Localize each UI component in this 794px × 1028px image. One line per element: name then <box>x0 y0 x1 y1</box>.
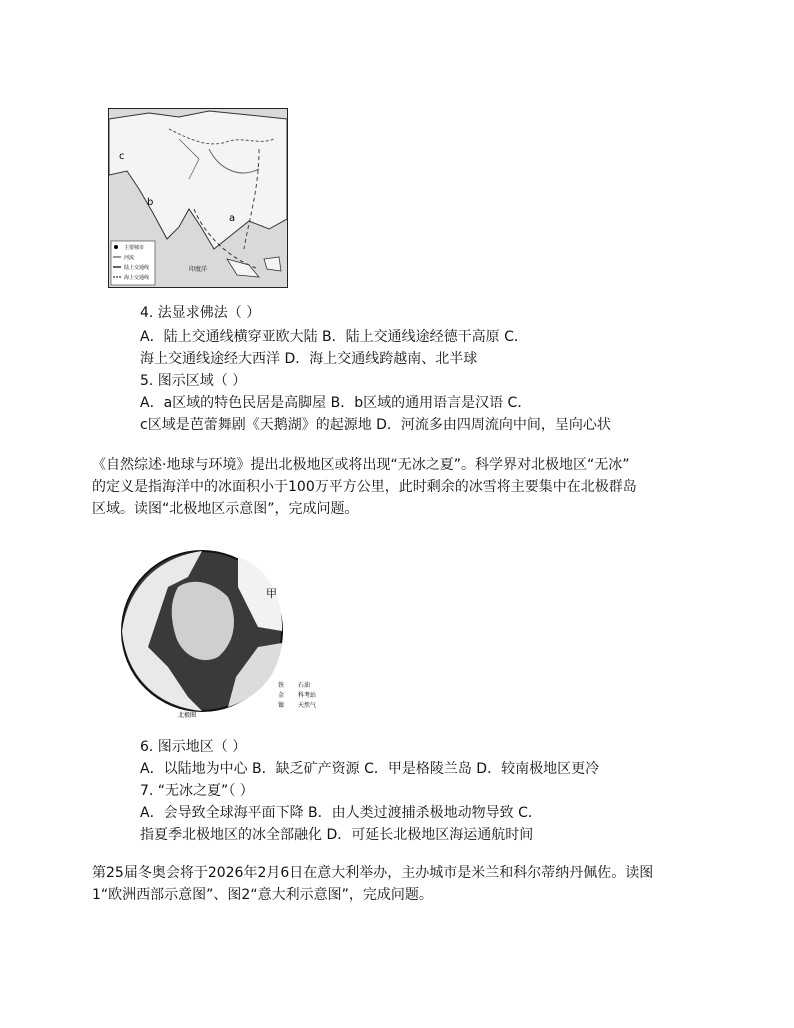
q5-options-line2: c区域是芭蕾舞剧《天鹅湖》的起源地 D．河流多由四周流向中间，呈向心状 <box>140 417 611 433</box>
legend-cities: 主要城市 <box>124 245 145 251</box>
asia-route-map-svg <box>109 109 287 287</box>
q6-options-line1: A．以陆地为中心 B．缺乏矿产资源 C．甲是格陵兰岛 D．较南极地区更冷 <box>140 761 600 777</box>
q7-options-line2: 指夏季北极地区的冰全部融化 D．可延长北极地区海运通航时间 <box>140 827 534 843</box>
q4-stem: 4. 法显求佛法（ ） <box>140 305 261 321</box>
legend-rivers: 河流 <box>124 255 135 261</box>
passage2-line1: 第25届冬奥会将于2026年2月6日在意大利举办，主办城市是米兰和科尔蒂纳丹佩佐。读图 <box>92 865 654 881</box>
label-b: b <box>147 197 154 208</box>
legend-nickel: 镍 <box>278 702 285 709</box>
legend-natural-gas: 天然气 <box>298 702 317 709</box>
q4-options-line2: 海上交通线途经大西洋 D．海上交通线跨越南、北半球 <box>140 351 478 367</box>
legend-oil: 石油 <box>298 682 311 689</box>
legend-land-route: 陆上交通线 <box>124 265 150 271</box>
q5-stem: 5. 图示区域（ ） <box>140 373 247 389</box>
label-a: a <box>229 213 236 224</box>
passage1-line3: 区域。读图“北极地区示意图”，完成问题。 <box>92 501 359 517</box>
legend-gold: 金 <box>278 692 285 699</box>
label-c: c <box>119 151 125 162</box>
passage1-line2: 的定义是指海洋中的冰面积小于100万平方公里，此时剩余的冰雪将主要集中在北极群岛 <box>92 479 637 495</box>
q4-options-line1: A．陆上交通线横穿亚欧大陆 B．陆上交通线途经德干高原 C． <box>140 329 528 345</box>
passage2-line2: 1“欧洲西部示意图”、图2“意大利示意图”，完成问题。 <box>92 887 433 903</box>
legend-iron: 铁 <box>278 682 285 689</box>
q7-options-line1: A．会导致全球海平面下降 B．由人类过渡捕杀极地动物导致 C． <box>140 805 542 821</box>
arctic-map <box>118 547 332 719</box>
asia-route-map <box>108 108 288 288</box>
passage1-line1: 《自然综述·地球与环境》提出北极地区或将出现“无冰之夏”。科学界对北极地区“无冰” <box>92 457 630 473</box>
q5-options-line1: A．a区域的特色民居是高脚屋 B．b区域的通用语言是汉语 C． <box>140 395 532 411</box>
q6-stem: 6. 图示地区（ ） <box>140 739 247 755</box>
legend-research-station: 科考站 <box>298 692 317 699</box>
q7-stem: 7. “无冰之夏”（ ） <box>140 783 254 799</box>
legend-sea-route: 海上交通线 <box>124 275 150 281</box>
label-indian-ocean: 印度洋 <box>189 266 208 273</box>
arctic-map-svg <box>118 547 332 719</box>
label-jia: 甲 <box>266 587 277 600</box>
label-arctic-circle: 北极圈 <box>178 712 197 719</box>
